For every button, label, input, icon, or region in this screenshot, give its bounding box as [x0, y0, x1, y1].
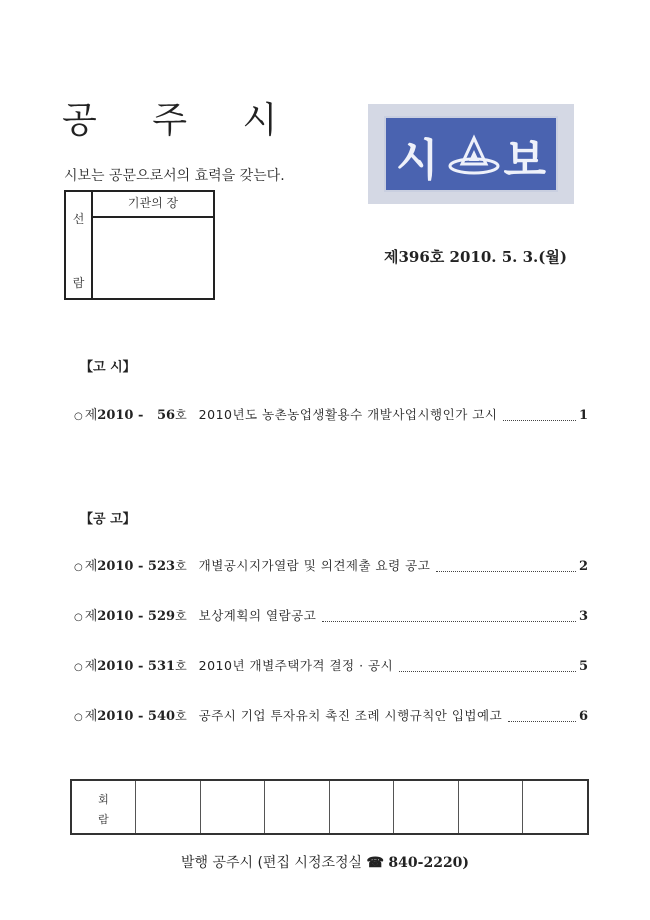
entry-page: 3: [578, 609, 588, 624]
circulation-cell: [264, 781, 329, 833]
circulation-cell: [522, 781, 587, 833]
entry-prefix: 제: [84, 709, 98, 724]
leader-dots: [322, 620, 576, 622]
entry-page: 1: [578, 408, 588, 423]
leader-dots: [508, 720, 576, 722]
bullet-icon: ○: [74, 712, 83, 723]
entry-page: 2: [578, 559, 588, 574]
circulation-cell: [393, 781, 458, 833]
circulation-cell: [329, 781, 394, 833]
bullet-icon: ○: [74, 662, 83, 673]
review-side-top: 선: [72, 212, 85, 226]
entry-title: 보상계획의 열람공고: [198, 608, 317, 623]
entry-page: 6: [578, 709, 588, 724]
entry-title: 공주시 기업 투자유치 촉진 조례 시행규칙안 입법예고: [198, 708, 503, 723]
circulation-cell: [200, 781, 265, 833]
toc-entry[interactable]: [74, 655, 588, 675]
circulation-label-top: 회: [98, 793, 109, 806]
toc-entry[interactable]: [74, 705, 588, 725]
circulation-cell: [136, 781, 200, 833]
entry-page: 5: [578, 659, 588, 674]
entry-suffix: 호: [175, 408, 187, 422]
review-side-label: [66, 192, 93, 298]
entry-number: 2010 - 523: [97, 559, 176, 574]
review-box: [64, 190, 215, 300]
entry-prefix: 제: [84, 659, 98, 674]
bullet-icon: ○: [74, 411, 83, 422]
entry-number: 2010 - 56: [97, 408, 176, 423]
review-header: 기관의 장: [93, 192, 213, 218]
tagline: 시보는 공문으로서의 효력을 갖는다.: [64, 168, 285, 184]
review-side-bottom: 람: [72, 276, 85, 290]
circulation-cell: [458, 781, 523, 833]
logo-char-right: 보: [503, 135, 546, 186]
entry-number: 2010 - 540: [97, 709, 176, 724]
entry-suffix: 호: [175, 609, 187, 623]
entry-number: 2010 - 531: [97, 659, 176, 674]
section-heading-announcement: 【공 고】: [80, 512, 136, 527]
toc-entry[interactable]: [74, 605, 588, 625]
phone-icon: ☎: [366, 855, 384, 871]
entry-suffix: 호: [175, 559, 187, 573]
section-heading-notice: 【고 시】: [80, 360, 136, 375]
city-title: 공 주 시: [62, 100, 300, 141]
phone-number: 840-2220): [388, 855, 470, 871]
logo-panel: [384, 116, 558, 192]
publisher-line: [0, 852, 650, 872]
entry-title: 2010년 개별주택가격 결정 · 공시: [198, 658, 394, 673]
gazette-logo: [368, 104, 574, 204]
issue-number-date: 제396호 2010. 5. 3.(월): [384, 248, 567, 266]
circulation-label: [72, 781, 136, 833]
entry-prefix: 제: [84, 559, 98, 574]
leader-dots: [399, 670, 576, 672]
bullet-icon: ○: [74, 612, 83, 623]
entry-title: 개별공시지가열람 및 의견제출 요령 공고: [198, 558, 431, 573]
logo-char-left: 시: [396, 135, 439, 186]
entry-title: 2010년도 농촌농업생활용수 개발사업시행인가 고시: [198, 407, 498, 422]
entry-prefix: 제: [84, 408, 98, 423]
entry-suffix: 호: [175, 659, 187, 673]
circulation-label-bottom: 람: [98, 813, 109, 826]
toc-entry[interactable]: [74, 555, 588, 575]
logo-emblem-icon: [448, 134, 500, 178]
bullet-icon: ○: [74, 562, 83, 573]
leader-dots: [503, 419, 576, 421]
entry-number: 2010 - 529: [97, 609, 176, 624]
entry-prefix: 제: [84, 609, 98, 624]
publisher-text: 발행 공주시 (편집 시정조정실: [180, 855, 367, 871]
entry-suffix: 호: [175, 709, 187, 723]
circulation-table: [70, 779, 589, 835]
leader-dots: [436, 570, 576, 572]
toc-entry[interactable]: [74, 404, 588, 424]
